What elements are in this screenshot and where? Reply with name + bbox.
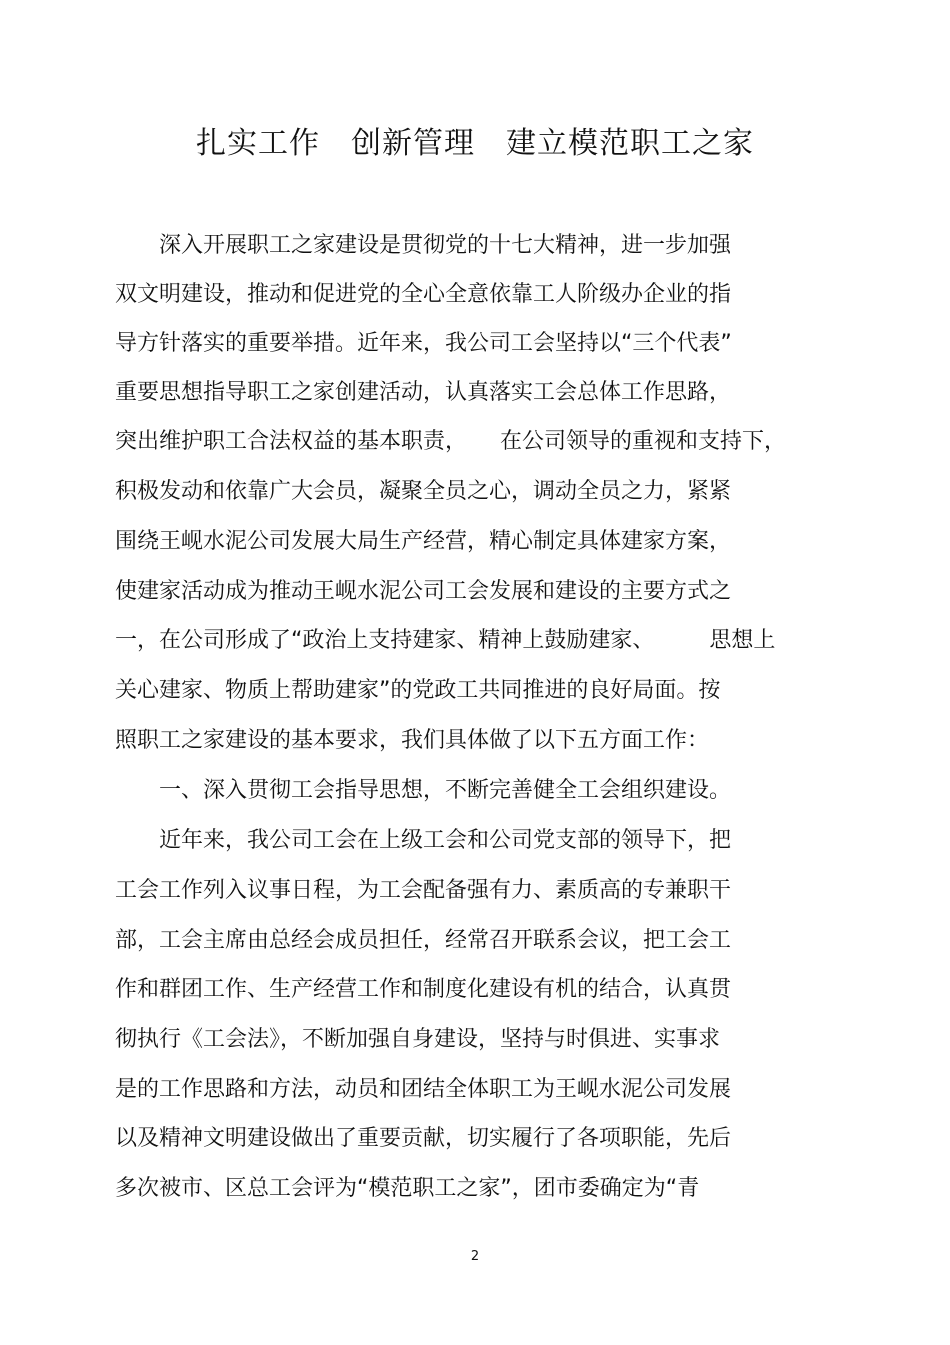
body-line-15: 部，工会主席由总经会成员担任，经常召开联系会议，把工会工 [115, 928, 732, 953]
body-line-6: 积极发动和依靠广大会员，凝聚全员之心，调动全员之力，紧紧 [115, 479, 732, 504]
body-line-19: 以及精神文明建设做出了重要贡献，切实履行了各项职能，先后 [115, 1126, 732, 1151]
body-line-5: 突出维护职工合法权益的基本职责， 在公司领导的重视和支持下， [115, 429, 787, 454]
body-line-14: 工会工作列入议事日程，为工会配备强有力、素质高的专兼职干 [115, 878, 732, 903]
body-line-8: 使建家活动成为推动王岘水泥公司工会发展和建设的主要方式之 [115, 579, 732, 604]
body-line-12: 一、深入贯彻工会指导思想，不断完善健全工会组织建设。 [115, 778, 732, 803]
page-number: 2 [470, 1249, 480, 1264]
body-line-9: 一，在公司形成了“政治上支持建家、精神上鼓励建家、 思想上 [115, 628, 776, 653]
body-line-18: 是的工作思路和方法，动员和团结全体职工为王岘水泥公司发展 [115, 1077, 732, 1102]
body-line-20: 多次被市、区总工会评为“模范职工之家”，团市委确定为“青 [115, 1176, 700, 1201]
body-line-13: 近年来，我公司工会在上级工会和公司党支部的领导下，把 [115, 828, 732, 853]
body-line-3: 导方针落实的重要举措。近年来，我公司工会坚持以“三个代表” [115, 331, 732, 356]
body-line-11: 照职工之家建设的基本要求，我们具体做了以下五方面工作： [115, 728, 710, 753]
body-line-16: 作和群团工作、生产经营工作和制度化建设有机的结合，认真贯 [115, 977, 732, 1002]
body-line-7: 围绕王岘水泥公司发展大局生产经营，精心制定具体建家方案， [115, 529, 732, 554]
document-title: 扎实工作 创新管理 建立模范职工之家 [196, 126, 754, 161]
body-line-17: 彻执行《工会法》，不断加强自身建设，坚持与时俱进、实事求 [115, 1027, 721, 1052]
body-line-1: 深入开展职工之家建设是贯彻党的十七大精神，进一步加强 [115, 233, 732, 258]
body-line-10: 关心建家、物质上帮助建家”的党政工共同推进的良好局面。按 [115, 678, 721, 703]
body-line-4: 重要思想指导职工之家创建活动，认真落实工会总体工作思路， [115, 380, 732, 405]
body-line-2: 双文明建设，推动和促进党的全心全意依靠工人阶级办企业的指 [115, 282, 732, 307]
